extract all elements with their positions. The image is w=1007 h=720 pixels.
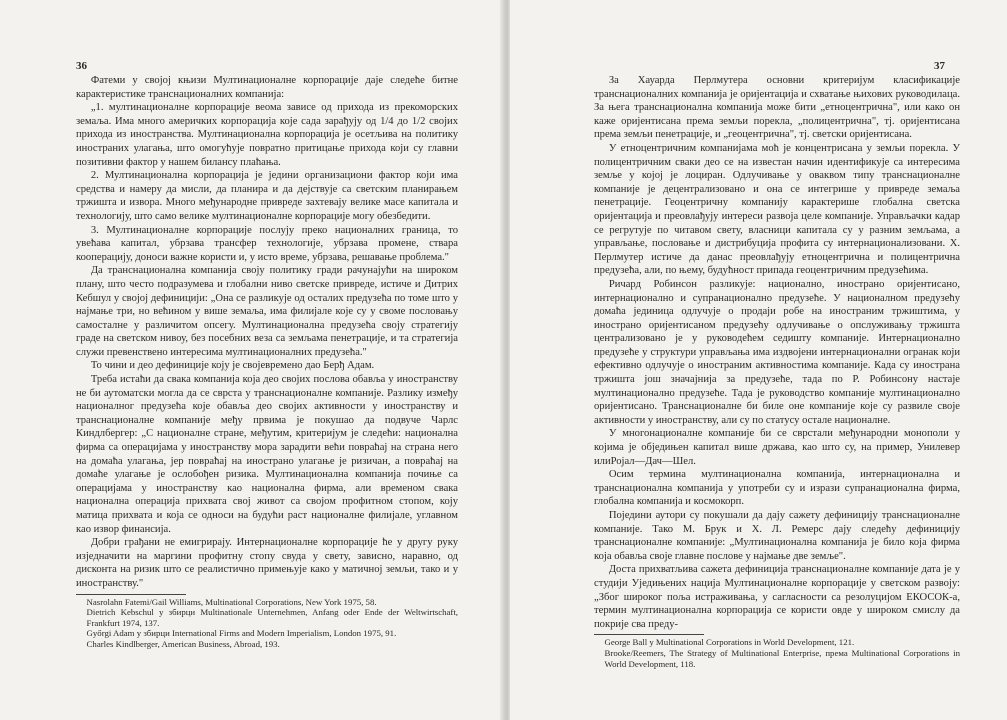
footnote-divider (76, 594, 186, 595)
paragraph: За Хауарда Перлмутера основни критеријум класификације транснационалних компанија је оријентација и схватање њихових руководилаца. За њега транснационална компанија може бити „етноцентрична", или како он каже оријентисана према земљи порекла, „полицентрична", тј. оријентисана према земљи пенетрације, и „геоцентрична", тј. светски оријентисана. (594, 75, 960, 141)
paragraph: Треба истаћи да свака компанија која део својих послова обавља у иностранству не би аутоматски могла да се сврста у транснационалне компаније. Разлику између националног предузећа које обавља део својих активности у иностранству и транснационалне компаније међу првима је покушао да подвуче Чарлс Киндлбергер: „С националне стране, међутим, критеријум је следећи: национална фирма са операцијама у иностранству мора зарадити већи повраћај на страна него на домаћа улагања, јер повраћај на инострано улагање је ризичан, а повраћај на домаће улагање је ослобођен ризика. Мултинационална компанија почиње са операцијама у иностранству као национална фирма, али временом свака национална операција прихвата свој живот са својом профитном стопом, коју матица прихвата и која се односи на будући раст националне филијале, углавном као извор финансија. (76, 374, 458, 535)
page-number: 36 (76, 60, 87, 72)
body-text (76, 74, 458, 650)
footnote-divider (594, 634, 704, 635)
paragraph: Фатеми у својој књизи Мултинационалне корпорације даје следеће битне карактеристике транснационалних компанија: (76, 75, 458, 100)
page-number: 37 (934, 60, 945, 72)
left-page (0, 0, 502, 720)
paragraph: 3. Мултинационалне корпорације послују преко националних граница, то увећава капитал, убрзава трансфер технологије, убрзава промене, ствара кооперацију, доноси важне користи и, у исто време, убрзава, решавање проблема." (76, 224, 458, 263)
paragraph: У етноцентричним компанијама моћ је концентрисана у земљи порекла. У полицентричним сваки део се на известан начин идентификује са интересима земље у којој је лоциран. Одлучивање у оваквом типу транснационалне компаније је децентрализовано и она се интегрише у привреде земаља пенетрације. Геоцентричну компанију карактерише глобална светска оријентација и преовлађују интереси развоја целе компаније. Управљачки кадар се регрутује по читавом свету, власници капитала су у разним земљама, а управљање, пословање и дистрибуција профита су интернационализовани. Х. Перлмутер истиче да данас преовлађују етноцентрична и полицентрична предузећа, али, по њему, будућност припада геоцентричним предузећима. (594, 142, 960, 277)
paragraph: Осим термина мултинационална компанија, интернационална и транснационална компанија у употреби су и изрази супранационална фирма, глобална компанија и космокорп. (594, 469, 960, 508)
footnote: Nasrolahn Fatemi/Gail Williams, Multinational Corporations, New York 1975, 58. (86, 596, 377, 607)
paragraph: Да транснационална компанија своју политику гради рачунајући на широком плану, што често подразумева и глобални ниво светске привреде, истиче и Дитрих Кебшул у својој дефиницији: „Она се разликује од осталих предузећа по томе што у најмање три, но већином у више земаља, има филијале које су у своме пословању самосталне у различитом опсегу. Мултинационална предузећа своју стратегију граде на светском нивоу, без посебних веза са земљама пенетрације, и та стратегија служи превенствено интересима мултинационалних предузећа." (76, 265, 458, 358)
paragraph: 2. Мултинационална корпорација је једини организациони фактор који има средства и намеру да мисли, да планира и да дејствује са светским планирањем тржишта и извора. Много међународне привреде захтевају велике масе капитала и технологију, што само велике мултинационалне корпорације могу обезбедити. (76, 170, 458, 222)
footnote: Dietrich Kebschul у збирци Multinationale Unternehmen, Anfang oder Ende der Weltwirtschaft, Frankfurt 1974, 137. (86, 607, 458, 628)
footnote: Charles Kindlberger, American Business, Abroad, 193. (86, 638, 280, 649)
paragraph: Ричард Робинсон разликује: национално, инострано оријентисано, интернационално и супранационално предузеће. У националном предузећу домаћа јединица одлучује о продаји робе на иностраним тржиштима, у инострано оријентисаном предузећу одлучивање о опслуживању тржишта централизовано је у руководећем седишту компаније. Интернационално предузеће у структури управљања има издвојени интернационални огранак који ефективно одлучује о иностраним активностима компаније. Када су инострана тржишта још значајнија за предузеће, тада по Р. Робинсону настаје мултинационално предузеће. Тада је руководство компаније мултинационално оријентисано. Транснационалне би биле оне компаније које су развиле своје активности у иностранству, али су по статусу остале националне. (594, 278, 960, 426)
paragraph: То чини и део дефиниције коју је својевремено дао Берђ Адам. (90, 360, 375, 372)
paragraph: У многонационалне компаније би се сврстали међународни монополи у којима је обједињен капитал више држава, као што су, на пример, Унилевер илиРојал—Дач—Шел. (594, 428, 960, 467)
paragraph: Доста прихватљива сажета дефиниција транснационалне компаније дата је у студији Уједињених нација Мултинационалне корпорације у светском развоју: „Због широког поља истраживања, у сагласности са резолуцијом ЕКОСОК-а, термин мултинационална корпорација се користи овде у широком смислу да покрије сва преду- (594, 564, 960, 630)
footnote: Győrgi Adam у збирци International Firms and Modern Imperialism, London 1975, 91. (86, 628, 397, 639)
body-text (594, 74, 960, 669)
paragraph: „1. мултинационалне корпорације веома зависе од прихода из прекоморских земаља. Има много америчких корпорација које сада зарађују од 1/4 до 1/2 својих прихода из иностранства. Мултинационална корпорација је осетљива на политику иностраних улагања, што омогућује повратно притицање прихода који су главни позитивни фактор у нашем билансу плаћања. (76, 102, 458, 168)
right-page (510, 0, 1007, 720)
paragraph: Поједини аутори су покушали да дају сажету дефиницију транснационалне компаније. Тако М. Брук и Х. Л. Ремерс дају следећу дефиницију транснационалне компаније: „Мултинационална компанија је било која фирма која обавља своје главне послове у најмање две земље". (594, 510, 960, 562)
paragraph: Добри грађани не емигрирају. Интернационалне корпорације ће у другу руку изједначити на маргини профитну стопу свуда у свету, зависно, наравно, од дисконта на ризик што се реалистично примењује како у матичној земљи, тако и у иностранству." (76, 537, 458, 589)
footnote: George Ball у Multinational Corporations in World Development, 121. (604, 637, 855, 648)
footnote: Brooke/Reemers, The Strategy of Multinational Enterprise, према Multinational Corporations in World Development, 118. (604, 647, 960, 669)
